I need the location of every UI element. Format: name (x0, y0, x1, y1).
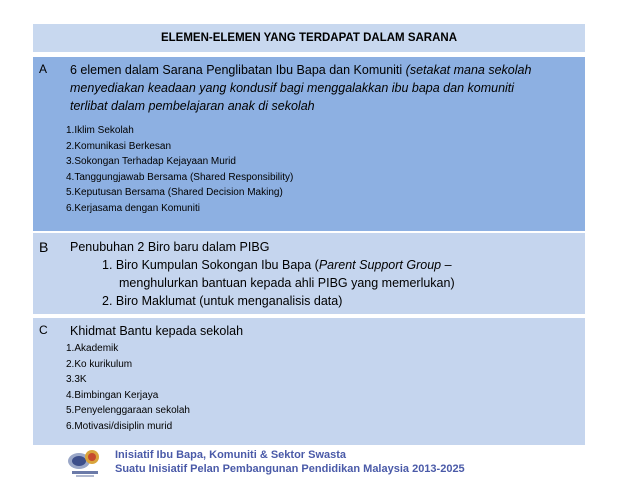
row-a-intro-italic: (setakat mana sekolah menyediakan keadaan yang kondusif bagi menggalakkan ibu bapa dan komuniti terlibat dalam pembelajaran anak di sekolah (70, 63, 532, 113)
row-a-intro-text: 6 elemen dalam Sarana Penglibatan Ibu Bapa dan Komuniti (70, 63, 406, 77)
row-c-letter: C (39, 323, 48, 337)
row-b-content (70, 238, 570, 310)
footer-line-2: Suatu Inisiatif Pelan Pembangunan Pendidikan Malaysia 2013-2025 (115, 463, 465, 475)
row-b-item-1-dash: – (441, 258, 452, 272)
list-item: 2.Komunikasi Berkesan (66, 140, 172, 152)
row-b-letter: B (39, 239, 49, 255)
row-b (33, 233, 585, 314)
row-b-item-1-italic: Parent Support Group (318, 258, 442, 272)
row-b-item-1 (70, 256, 570, 274)
list-item: 3.Sokongan Terhadap Kejayaan Murid (66, 156, 236, 168)
list-item: 2.Ko kurikulum (66, 358, 133, 370)
row-b-item-1-cont: menghulurkan bantuan kepada ahli PIBG yang memerlukan) (119, 276, 455, 290)
list-item: 3.3K (66, 374, 87, 386)
row-a-intro (70, 61, 540, 115)
list-item: 1.Iklim Sekolah (66, 125, 134, 136)
list-item: 6.Kerjasama dengan Komuniti (66, 202, 200, 214)
row-c-intro: Khidmat Bantu kepada sekolah (70, 324, 244, 338)
logo-icon (66, 447, 106, 479)
list-item: 6.Motivasi/disiplin murid (66, 420, 173, 432)
list-item: 4.Tanggungjawab Bersama (Shared Responsibility) (66, 171, 294, 183)
title-text: ELEMEN-ELEMEN YANG TERDAPAT DALAM SARANA (160, 32, 458, 44)
page-title (33, 24, 585, 52)
list-item: 5.Penyelenggaraan sekolah (66, 405, 190, 417)
row-a (33, 57, 585, 231)
row-c-list (66, 341, 190, 435)
footer-text (115, 448, 465, 476)
list-item: 1.Akademik (66, 343, 119, 354)
row-b-item-2: 2. Biro Maklumat (untuk menganalisis data) (102, 294, 343, 308)
row-c (33, 318, 585, 445)
list-item: 5.Keputusan Bersama (Shared Decision Making) (66, 187, 283, 199)
row-b-intro: Penubuhan 2 Biro baru dalam PIBG (70, 240, 270, 254)
row-a-letter: A (39, 62, 48, 76)
row-b-item-1-text: 1. Biro Kumpulan Sokongan Ibu Bapa ( (102, 258, 319, 272)
row-a-list (66, 123, 293, 217)
list-item: 4.Bimbingan Kerjaya (66, 389, 159, 401)
footer-line-1: Inisiatif Ibu Bapa, Komuniti & Sektor Swasta (115, 449, 347, 461)
